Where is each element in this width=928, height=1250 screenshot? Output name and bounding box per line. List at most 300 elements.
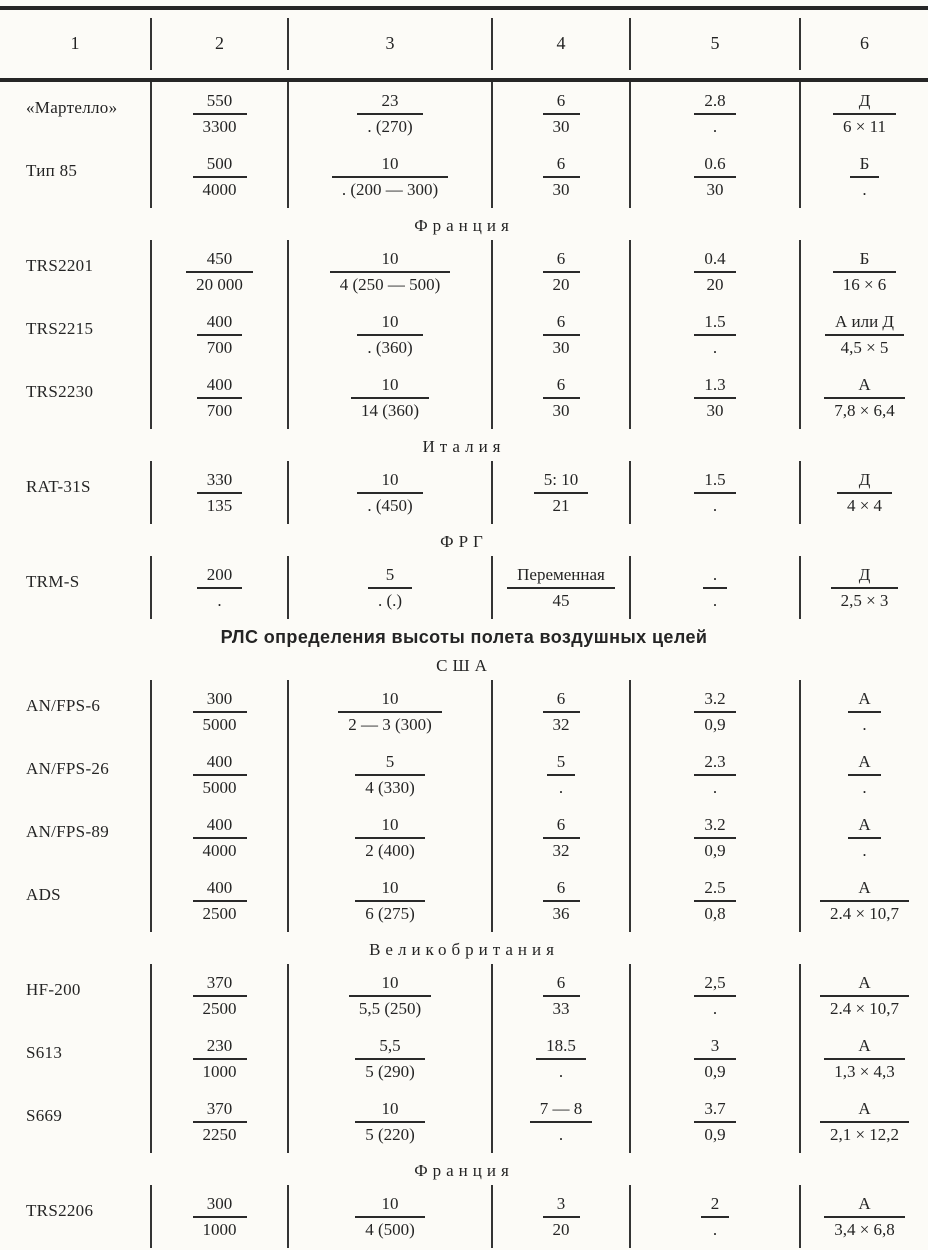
- radar-characteristics-table: [0, 6, 928, 1250]
- fraction-denominator: 4000: [202, 840, 237, 860]
- table-row: [0, 964, 928, 1027]
- fraction-line: [694, 176, 735, 178]
- fraction-numerator: 370: [206, 972, 233, 992]
- fraction-denominator: 2250: [202, 1124, 237, 1144]
- fraction-line: [543, 271, 580, 273]
- value-cell: [150, 366, 287, 429]
- fraction-numerator: А: [858, 877, 871, 897]
- value-cell: [287, 82, 491, 145]
- fraction-value: [848, 815, 880, 861]
- value-cell: [150, 964, 287, 1027]
- fraction-value: [694, 815, 735, 861]
- fraction-numerator: 1.5: [704, 469, 726, 489]
- fraction-line: [694, 492, 735, 494]
- fraction-denominator: 45: [552, 590, 570, 610]
- fraction-line: [850, 176, 880, 178]
- fraction-line: [197, 397, 243, 399]
- fraction-numerator: 2.5: [704, 877, 726, 897]
- fraction-denominator: .: [217, 590, 222, 610]
- fraction-numerator: 550: [206, 90, 233, 110]
- value-cell: [629, 82, 799, 145]
- fraction-value: [543, 878, 580, 924]
- fraction-line: [351, 397, 429, 399]
- value-cell: [150, 680, 287, 743]
- fraction-denominator: .: [712, 998, 718, 1018]
- fraction-denominator: 5 (220): [365, 1124, 415, 1144]
- fraction-value: [355, 815, 425, 861]
- value-cell: [629, 1185, 799, 1248]
- fraction-denominator: 3,4 × 6,8: [834, 1219, 895, 1239]
- fraction-denominator: 36: [552, 903, 570, 923]
- fraction-line: [701, 1216, 730, 1218]
- column-header-4: 4: [491, 18, 629, 70]
- value-cell: [491, 303, 629, 366]
- fraction-value: [357, 312, 422, 358]
- fraction-line: [536, 1058, 586, 1060]
- fraction-line: [543, 176, 580, 178]
- fraction-numerator: 3: [556, 1193, 566, 1213]
- value-cell: [287, 869, 491, 932]
- fraction-numerator: 10: [381, 311, 399, 331]
- fraction-numerator: Д: [858, 469, 871, 489]
- fraction-numerator: 400: [206, 877, 233, 897]
- fraction-value: [330, 249, 451, 295]
- fraction-value: [193, 878, 247, 924]
- fraction-line: [332, 176, 448, 178]
- fraction-line: [824, 397, 905, 399]
- fraction-denominator: 1000: [202, 1061, 237, 1081]
- row-name: TRM-S: [26, 571, 80, 591]
- fraction-numerator: А: [858, 1193, 871, 1213]
- fraction-line: [694, 995, 735, 997]
- row-name: ADS: [26, 884, 61, 904]
- fraction-numerator: А: [858, 751, 871, 771]
- value-cell: [491, 806, 629, 869]
- value-cell: [287, 1185, 491, 1248]
- fraction-value: [694, 878, 735, 924]
- fraction-denominator: 0,9: [704, 714, 726, 734]
- fraction-value: [368, 565, 412, 611]
- fraction-numerator: Д: [858, 564, 871, 584]
- fraction-numerator: 400: [206, 374, 233, 394]
- column-header-2: 2: [150, 18, 287, 70]
- fraction-value: [534, 470, 588, 516]
- fraction-line: [543, 1216, 580, 1218]
- fraction-denominator: 5000: [202, 714, 237, 734]
- fraction-value: [357, 91, 422, 137]
- fraction-line: [355, 774, 425, 776]
- fraction-value: [355, 878, 425, 924]
- table-body: [0, 82, 928, 1248]
- fraction-value: [694, 1099, 735, 1145]
- fraction-numerator: 300: [206, 688, 233, 708]
- fraction-denominator: . (200 — 300): [341, 179, 439, 199]
- row-name: S669: [26, 1105, 63, 1125]
- fraction-denominator: 20: [552, 1219, 570, 1239]
- fraction-denominator: 1,3 × 4,3: [834, 1061, 895, 1081]
- fraction-value: [193, 1099, 247, 1145]
- fraction-denominator: 2 (400): [365, 840, 415, 860]
- fraction-line: [824, 1216, 905, 1218]
- fraction-line: [543, 397, 580, 399]
- fraction-value: [543, 689, 580, 735]
- fraction-denominator: 2.4 × 10,7: [829, 903, 900, 923]
- value-cell: [629, 240, 799, 303]
- value-cell: [287, 1027, 491, 1090]
- fraction-value: [824, 1194, 905, 1240]
- fraction-numerator: 6: [556, 374, 566, 394]
- fraction-line: [543, 334, 580, 336]
- fraction-numerator: 1.5: [704, 311, 726, 331]
- fraction-numerator: 5: [556, 751, 566, 771]
- fraction-numerator: 23: [381, 90, 399, 110]
- row-name: AN/FPS-26: [26, 758, 110, 778]
- fraction-denominator: 2,5 × 3: [840, 590, 889, 610]
- fraction-numerator: 10: [381, 153, 399, 173]
- fraction-value: [694, 689, 735, 735]
- fraction-denominator: .: [712, 337, 718, 357]
- fraction-denominator: 30: [706, 179, 724, 199]
- value-cell: [287, 366, 491, 429]
- fraction-value: [694, 470, 735, 516]
- fraction-value: [824, 375, 905, 421]
- fraction-numerator: 6: [556, 248, 566, 268]
- fraction-numerator: 10: [381, 814, 399, 834]
- table-row: [0, 303, 928, 366]
- fraction-numerator: 0.4: [704, 248, 726, 268]
- fraction-value: [833, 249, 897, 295]
- fraction-line: [197, 492, 243, 494]
- fraction-value: [831, 565, 899, 611]
- fraction-denominator: 4 (250 — 500): [339, 274, 441, 294]
- fraction-value: [197, 312, 243, 358]
- fraction-denominator: .: [712, 777, 718, 797]
- value-cell: [491, 461, 629, 524]
- fraction-numerator: 2: [710, 1193, 720, 1213]
- fraction-numerator: 6: [556, 688, 566, 708]
- fraction-line: [368, 587, 412, 589]
- fraction-value: [530, 1099, 593, 1145]
- fraction-denominator: 1000: [202, 1219, 237, 1239]
- fraction-numerator: 3.2: [704, 688, 726, 708]
- fraction-value: [193, 689, 247, 735]
- value-cell: [287, 964, 491, 1027]
- fraction-numerator: 6: [556, 153, 566, 173]
- fraction-numerator: 7 — 8: [539, 1098, 583, 1118]
- row-name: AN/FPS-89: [26, 821, 110, 841]
- fraction-line: [193, 176, 247, 178]
- row-name: S613: [26, 1042, 63, 1062]
- fraction-value: [193, 91, 247, 137]
- fraction-denominator: 30: [552, 400, 570, 420]
- fraction-denominator: .: [558, 1124, 564, 1144]
- fraction-value: [186, 249, 253, 295]
- value-cell: [799, 82, 928, 145]
- value-cell: [287, 556, 491, 619]
- fraction-line: [820, 1121, 909, 1123]
- fraction-value: [837, 470, 892, 516]
- fraction-value: [543, 815, 580, 861]
- fraction-line: [193, 113, 247, 115]
- fraction-denominator: 30: [706, 400, 724, 420]
- country-section-header: Франция: [414, 1161, 514, 1180]
- fraction-denominator: 20: [706, 274, 724, 294]
- fraction-line: [694, 1121, 735, 1123]
- fraction-denominator: .: [558, 777, 564, 797]
- row-name: TRS2201: [26, 255, 94, 275]
- fraction-denominator: 20: [552, 274, 570, 294]
- fraction-line: [820, 900, 909, 902]
- fraction-numerator: А: [858, 688, 871, 708]
- fraction-numerator: 5: 10: [543, 469, 579, 489]
- fraction-denominator: 0,9: [704, 840, 726, 860]
- value-cell: [150, 1090, 287, 1153]
- fraction-line: [547, 774, 576, 776]
- fraction-value: [820, 973, 909, 1019]
- fraction-denominator: 2500: [202, 998, 237, 1018]
- value-cell: [491, 366, 629, 429]
- fraction-denominator: 2500: [202, 903, 237, 923]
- fraction-value: [543, 375, 580, 421]
- fraction-denominator: .: [712, 495, 718, 515]
- fraction-line: [820, 995, 909, 997]
- fraction-line: [694, 271, 735, 273]
- value-cell: [799, 1027, 928, 1090]
- value-cell: [799, 964, 928, 1027]
- value-cell: [150, 82, 287, 145]
- value-cell: [491, 964, 629, 1027]
- fraction-line: [833, 271, 897, 273]
- fraction-numerator: Б: [859, 248, 870, 268]
- fraction-line: [694, 397, 735, 399]
- value-cell: [287, 680, 491, 743]
- fraction-numerator: 10: [381, 972, 399, 992]
- fraction-denominator: 2.4 × 10,7: [829, 998, 900, 1018]
- value-cell: [799, 680, 928, 743]
- fraction-numerator: 400: [206, 751, 233, 771]
- value-cell: [491, 1185, 629, 1248]
- table-subtitle: РЛС определения высоты полета воздушных целей: [220, 627, 708, 647]
- fraction-value: [193, 1036, 247, 1082]
- country-section-header: США: [436, 656, 492, 675]
- fraction-value: [507, 565, 615, 611]
- fraction-denominator: . (450): [367, 495, 413, 515]
- value-cell: [629, 964, 799, 1027]
- fraction-numerator: 500: [206, 153, 233, 173]
- fraction-line: [507, 587, 615, 589]
- fraction-numerator: 10: [381, 469, 399, 489]
- row-name: AN/FPS-6: [26, 695, 101, 715]
- fraction-line: [357, 334, 422, 336]
- value-cell: [150, 806, 287, 869]
- fraction-denominator: 32: [552, 714, 570, 734]
- column-header-1: 1: [70, 33, 80, 54]
- value-cell: [150, 1027, 287, 1090]
- fraction-value: [349, 973, 431, 1019]
- fraction-denominator: 2 — 3 (300): [348, 714, 432, 734]
- fraction-value: [197, 470, 243, 516]
- fraction-value: [820, 878, 909, 924]
- fraction-value: [694, 154, 735, 200]
- value-cell: [799, 145, 928, 208]
- table-row: [0, 240, 928, 303]
- value-cell: [150, 145, 287, 208]
- fraction-line: [193, 774, 247, 776]
- fraction-denominator: .: [862, 714, 867, 734]
- value-cell: [150, 869, 287, 932]
- fraction-numerator: 330: [206, 469, 233, 489]
- fraction-denominator: 6 (275): [365, 903, 415, 923]
- fraction-denominator: 5,5 (250): [358, 998, 422, 1018]
- fraction-denominator: 33: [552, 998, 570, 1018]
- value-cell: [799, 366, 928, 429]
- fraction-line: [833, 113, 896, 115]
- fraction-denominator: 3300: [202, 116, 237, 136]
- fraction-line: [703, 587, 727, 589]
- row-name: HF-200: [26, 979, 81, 999]
- fraction-denominator: 30: [552, 179, 570, 199]
- fraction-denominator: .: [862, 179, 867, 199]
- value-cell: [150, 1185, 287, 1248]
- fraction-line: [543, 900, 580, 902]
- fraction-line: [193, 900, 247, 902]
- fraction-numerator: А или Д: [834, 311, 895, 331]
- value-cell: [799, 869, 928, 932]
- fraction-denominator: . (.): [377, 590, 403, 610]
- value-cell: [150, 461, 287, 524]
- fraction-line: [197, 587, 243, 589]
- fraction-denominator: 0,9: [704, 1124, 726, 1144]
- fraction-line: [694, 774, 735, 776]
- value-cell: [629, 806, 799, 869]
- fraction-denominator: 20 000: [196, 274, 243, 294]
- fraction-line: [543, 995, 580, 997]
- value-cell: [150, 743, 287, 806]
- fraction-numerator: 6: [556, 972, 566, 992]
- fraction-line: [824, 1058, 905, 1060]
- value-cell: [799, 303, 928, 366]
- fraction-line: [831, 587, 899, 589]
- fraction-denominator: 135: [206, 495, 233, 515]
- fraction-line: [193, 1121, 247, 1123]
- value-cell: [629, 145, 799, 208]
- fraction-denominator: 0,9: [704, 1061, 726, 1081]
- value-cell: [491, 145, 629, 208]
- fraction-value: [694, 91, 735, 137]
- fraction-line: [355, 1216, 425, 1218]
- fraction-line: [848, 774, 880, 776]
- fraction-numerator: .: [712, 564, 718, 584]
- value-cell: [799, 1090, 928, 1153]
- fraction-line: [355, 1121, 425, 1123]
- fraction-value: [197, 375, 243, 421]
- fraction-line: [694, 113, 735, 115]
- table-row: [0, 743, 928, 806]
- value-cell: [799, 461, 928, 524]
- fraction-value: [701, 1194, 730, 1240]
- fraction-denominator: 4000: [202, 179, 237, 199]
- fraction-line: [355, 900, 425, 902]
- value-cell: [150, 240, 287, 303]
- fraction-value: [825, 312, 904, 358]
- fraction-line: [357, 492, 422, 494]
- value-cell: [491, 1027, 629, 1090]
- fraction-numerator: Б: [859, 153, 870, 173]
- fraction-line: [355, 837, 425, 839]
- fraction-value: [543, 249, 580, 295]
- fraction-value: [193, 973, 247, 1019]
- value-cell: [287, 240, 491, 303]
- fraction-numerator: 200: [206, 564, 233, 584]
- fraction-line: [694, 711, 735, 713]
- fraction-value: [536, 1036, 586, 1082]
- fraction-denominator: 4 (500): [365, 1219, 415, 1239]
- fraction-line: [357, 113, 422, 115]
- fraction-numerator: 6: [556, 814, 566, 834]
- country-section-header: Великобритания: [369, 940, 559, 959]
- fraction-line: [197, 334, 243, 336]
- fraction-value: [848, 752, 880, 798]
- fraction-line: [837, 492, 892, 494]
- fraction-value: [193, 815, 247, 861]
- fraction-numerator: 2,5: [704, 972, 726, 992]
- fraction-numerator: А: [858, 814, 871, 834]
- value-cell: [491, 680, 629, 743]
- fraction-numerator: 1.3: [704, 374, 726, 394]
- fraction-denominator: . (360): [367, 337, 413, 357]
- fraction-value: [332, 154, 448, 200]
- fraction-denominator: 4 × 4: [846, 495, 883, 515]
- value-cell: [287, 806, 491, 869]
- value-cell: [150, 556, 287, 619]
- table-row: [0, 869, 928, 932]
- fraction-numerator: 6: [556, 90, 566, 110]
- fraction-value: [351, 375, 429, 421]
- fraction-numerator: 230: [206, 1035, 233, 1055]
- table-row: [0, 1090, 928, 1153]
- fraction-denominator: 4,5 × 5: [840, 337, 889, 357]
- fraction-denominator: 0,8: [704, 903, 726, 923]
- fraction-numerator: 10: [381, 1193, 399, 1213]
- fraction-denominator: 700: [206, 337, 233, 357]
- fraction-line: [694, 837, 735, 839]
- fraction-numerator: 5,5: [379, 1035, 401, 1055]
- value-cell: [491, 743, 629, 806]
- country-section-header: Франция: [414, 216, 514, 235]
- fraction-numerator: А: [858, 374, 871, 394]
- value-cell: [287, 303, 491, 366]
- table-row: [0, 556, 928, 619]
- fraction-value: [355, 1099, 425, 1145]
- value-cell: [287, 461, 491, 524]
- value-cell: [491, 869, 629, 932]
- fraction-value: [355, 752, 425, 798]
- fraction-numerator: 10: [381, 877, 399, 897]
- fraction-numerator: 10: [381, 688, 399, 708]
- fraction-value: [824, 1036, 905, 1082]
- fraction-line: [349, 995, 431, 997]
- table-row: [0, 680, 928, 743]
- fraction-value: [694, 752, 735, 798]
- value-cell: [629, 461, 799, 524]
- value-cell: [629, 556, 799, 619]
- column-header-3: 3: [287, 18, 491, 70]
- fraction-line: [338, 711, 442, 713]
- value-cell: [491, 1090, 629, 1153]
- value-cell: [629, 1027, 799, 1090]
- fraction-value: [850, 154, 880, 200]
- column-header-5: 5: [629, 18, 799, 70]
